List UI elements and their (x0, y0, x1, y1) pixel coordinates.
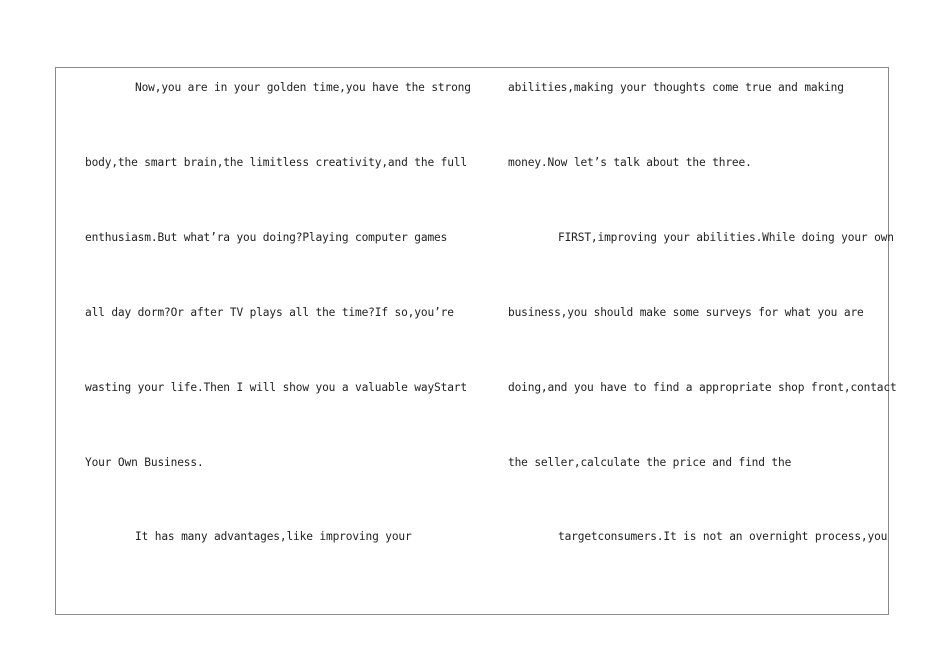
text-line: Your Own Business. (85, 456, 204, 469)
text-line: abilities,making your thoughts come true and making (508, 81, 844, 94)
text-line: enthusiasm.But what’ra you doing?Playing computer games (85, 231, 448, 244)
text-line: FIRST,improving your abilities.While doing your own (558, 231, 894, 244)
text-line: doing,and you have to find a appropriate shop front,contact (508, 381, 897, 394)
text-line: Now,you are in your golden time,you have the strong (135, 81, 471, 94)
text-line: targetconsumers.It is not an overnight process,you (558, 530, 888, 543)
text-line: wasting your life.Then I will show you a valuable wayStart (85, 381, 467, 394)
text-line: body,the smart brain,the limitless creativity,and the full (85, 156, 467, 169)
text-line: It has many advantages,like improving your (135, 530, 412, 543)
text-line: business,you should make some surveys for what you are (508, 306, 864, 319)
text-line: money.Now let’s talk about the three. (508, 156, 752, 169)
text-line: all day dorm?Or after TV plays all the time?If so,you’re (85, 306, 454, 319)
text-line: the seller,calculate the price and find the (508, 456, 792, 469)
